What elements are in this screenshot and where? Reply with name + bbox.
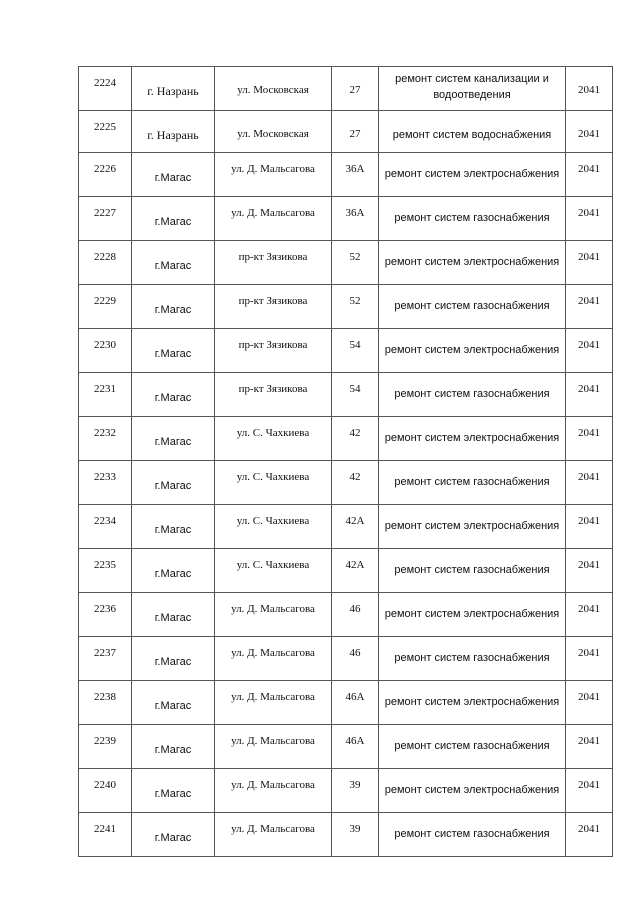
house-number-cell [332, 153, 379, 197]
row-number-text: 2224 [94, 77, 116, 89]
house-number-cell-text: 39 [349, 823, 361, 835]
year-cell-text: 2041 [578, 779, 600, 791]
year-cell-text: 2041 [578, 823, 600, 835]
street-cell-text: ул. Д. Мальсагова [231, 691, 315, 703]
street-cell-text: пр-кт Зязикова [238, 383, 308, 395]
work-type-cell-text: ремонт систем канализации и водоотведения [395, 73, 549, 101]
city-cell [132, 681, 215, 725]
city-cell [132, 725, 215, 769]
work-type-cell-text: ремонт систем водоснабжения [392, 129, 552, 141]
year-cell [566, 637, 613, 681]
row-number-text: 2238 [94, 691, 116, 703]
street-cell [215, 67, 332, 111]
house-number-cell [332, 813, 379, 857]
house-number-cell-text: 42А [345, 559, 365, 571]
house-number-cell [332, 549, 379, 593]
row-number-text: 2228 [94, 251, 116, 263]
row-number [79, 373, 132, 417]
table-row [79, 549, 613, 593]
year-cell-text: 2041 [578, 383, 600, 395]
table-row [79, 417, 613, 461]
house-number-cell [332, 637, 379, 681]
street-cell-text: ул. Д. Мальсагова [231, 735, 315, 747]
house-number-cell-text: 54 [349, 339, 361, 351]
street-cell-text: пр-кт Зязикова [238, 251, 308, 263]
city-cell [132, 111, 215, 153]
year-cell [566, 373, 613, 417]
city-cell [132, 769, 215, 813]
city-cell-text: г.Магас [154, 392, 192, 404]
house-number-cell [332, 241, 379, 285]
work-type-cell [379, 549, 566, 593]
house-number-cell [332, 725, 379, 769]
street-cell [215, 549, 332, 593]
house-number-cell [332, 417, 379, 461]
work-type-cell-text: ремонт систем газоснабжения [394, 740, 550, 752]
city-cell-text: г. Назрань [147, 84, 199, 98]
city-cell-text: г.Магас [154, 260, 192, 272]
street-cell [215, 241, 332, 285]
year-cell-text: 2041 [578, 207, 600, 219]
street-cell [215, 197, 332, 241]
street-cell-text: ул. Д. Мальсагова [231, 207, 315, 219]
street-cell [215, 111, 332, 153]
row-number-text: 2230 [94, 339, 116, 351]
row-number [79, 769, 132, 813]
work-type-cell [379, 197, 566, 241]
street-cell-text: ул. Д. Мальсагова [231, 163, 315, 175]
street-cell [215, 329, 332, 373]
city-cell [132, 593, 215, 637]
house-number-cell [332, 329, 379, 373]
year-cell [566, 813, 613, 857]
street-cell [215, 153, 332, 197]
table-row [79, 461, 613, 505]
work-type-cell [379, 67, 566, 111]
house-number-cell-text: 46А [345, 691, 365, 703]
table-row [79, 329, 613, 373]
year-cell [566, 153, 613, 197]
year-cell-text: 2041 [578, 603, 600, 615]
street-cell [215, 769, 332, 813]
street-cell [215, 373, 332, 417]
street-cell [215, 681, 332, 725]
table-row [79, 197, 613, 241]
row-number-text: 2232 [94, 427, 116, 439]
work-type-cell [379, 111, 566, 153]
year-cell-text: 2041 [578, 339, 600, 351]
house-number-cell-text: 27 [349, 84, 361, 96]
city-cell-text: г.Магас [154, 656, 192, 668]
work-type-cell [379, 373, 566, 417]
table-row [79, 153, 613, 197]
year-cell [566, 285, 613, 329]
house-number-cell-text: 46 [349, 647, 361, 659]
row-number [79, 461, 132, 505]
work-type-cell [379, 681, 566, 725]
house-number-cell-text: 52 [349, 295, 361, 307]
row-number [79, 153, 132, 197]
year-cell [566, 111, 613, 153]
year-cell [566, 461, 613, 505]
year-cell [566, 197, 613, 241]
city-cell-text: г. Назрань [147, 128, 199, 142]
city-cell [132, 637, 215, 681]
work-type-cell-text: ремонт систем газоснабжения [394, 828, 550, 840]
year-cell [566, 417, 613, 461]
house-number-cell [332, 681, 379, 725]
house-number-cell [332, 461, 379, 505]
street-cell-text: ул. С. Чахкиева [236, 427, 310, 439]
house-number-cell [332, 593, 379, 637]
street-cell [215, 461, 332, 505]
street-cell-text: ул. С. Чахкиева [236, 515, 310, 527]
city-cell-text: г.Магас [154, 524, 192, 536]
table-row [79, 681, 613, 725]
street-cell-text: ул. Д. Мальсагова [231, 603, 315, 615]
work-type-cell [379, 505, 566, 549]
work-type-cell-text: ремонт систем газоснабжения [394, 212, 550, 224]
table-row [79, 285, 613, 329]
year-cell [566, 725, 613, 769]
city-cell-text: г.Магас [154, 700, 192, 712]
city-cell [132, 549, 215, 593]
work-type-cell-text: ремонт систем газоснабжения [394, 652, 550, 664]
row-number [79, 593, 132, 637]
street-cell-text: ул. Д. Мальсагова [231, 779, 315, 791]
work-type-cell [379, 637, 566, 681]
table-row [79, 67, 613, 111]
year-cell-text: 2041 [578, 559, 600, 571]
table-body [79, 67, 613, 857]
city-cell-text: г.Магас [154, 304, 192, 316]
house-number-cell-text: 42 [349, 471, 361, 483]
city-cell [132, 153, 215, 197]
house-number-cell-text: 52 [349, 251, 361, 263]
work-type-cell [379, 417, 566, 461]
city-cell [132, 329, 215, 373]
row-number [79, 725, 132, 769]
city-cell-text: г.Магас [154, 612, 192, 624]
work-type-cell-text: ремонт систем электроснабжения [384, 696, 560, 708]
house-number-cell [332, 769, 379, 813]
row-number [79, 681, 132, 725]
city-cell [132, 813, 215, 857]
work-type-cell [379, 461, 566, 505]
year-cell-text: 2041 [578, 647, 600, 659]
work-type-cell [379, 813, 566, 857]
street-cell [215, 417, 332, 461]
work-type-cell-text: ремонт систем газоснабжения [394, 300, 550, 312]
work-type-cell [379, 241, 566, 285]
table-row [79, 637, 613, 681]
row-number-text: 2237 [94, 647, 116, 659]
row-number-text: 2225 [94, 121, 116, 133]
table-row [79, 505, 613, 549]
row-number-text: 2227 [94, 207, 116, 219]
work-type-cell [379, 329, 566, 373]
work-type-cell [379, 769, 566, 813]
work-type-cell [379, 725, 566, 769]
year-cell-text: 2041 [578, 691, 600, 703]
house-number-cell [332, 505, 379, 549]
city-cell-text: г.Магас [154, 348, 192, 360]
work-type-cell [379, 593, 566, 637]
row-number [79, 329, 132, 373]
work-type-cell-text: ремонт систем газоснабжения [394, 476, 550, 488]
work-type-cell-text: ремонт систем электроснабжения [384, 432, 560, 444]
year-cell [566, 549, 613, 593]
row-number-text: 2231 [94, 383, 116, 395]
house-number-cell-text: 46 [349, 603, 361, 615]
street-cell [215, 637, 332, 681]
repair-schedule-table [78, 66, 613, 857]
table-row [79, 593, 613, 637]
city-cell-text: г.Магас [154, 744, 192, 756]
year-cell [566, 681, 613, 725]
city-cell-text: г.Магас [154, 172, 192, 184]
house-number-cell-text: 42 [349, 427, 361, 439]
city-cell [132, 373, 215, 417]
city-cell [132, 417, 215, 461]
table-row [79, 769, 613, 813]
row-number [79, 67, 132, 111]
street-cell [215, 593, 332, 637]
row-number-text: 2239 [94, 735, 116, 747]
row-number-text: 2240 [94, 779, 116, 791]
row-number [79, 813, 132, 857]
table-row [79, 725, 613, 769]
row-number [79, 111, 132, 153]
row-number [79, 417, 132, 461]
house-number-cell-text: 36А [345, 163, 365, 175]
year-cell [566, 593, 613, 637]
street-cell [215, 725, 332, 769]
year-cell-text: 2041 [578, 251, 600, 263]
year-cell [566, 769, 613, 813]
house-number-cell-text: 46А [345, 735, 365, 747]
table-row [79, 813, 613, 857]
row-number-text: 2226 [94, 163, 116, 175]
row-number-text: 2233 [94, 471, 116, 483]
city-cell [132, 197, 215, 241]
work-type-cell-text: ремонт систем электроснабжения [384, 256, 560, 268]
street-cell-text: ул. С. Чахкиева [236, 559, 310, 571]
house-number-cell-text: 39 [349, 779, 361, 791]
city-cell-text: г.Магас [154, 216, 192, 228]
city-cell-text: г.Магас [154, 832, 192, 844]
year-cell-text: 2041 [578, 471, 600, 483]
house-number-cell [332, 285, 379, 329]
year-cell-text: 2041 [578, 128, 600, 140]
year-cell-text: 2041 [578, 515, 600, 527]
row-number [79, 241, 132, 285]
year-cell-text: 2041 [578, 295, 600, 307]
work-type-cell [379, 285, 566, 329]
street-cell-text: ул. С. Чахкиева [236, 471, 310, 483]
year-cell-text: 2041 [578, 427, 600, 439]
year-cell-text: 2041 [578, 84, 600, 96]
city-cell-text: г.Магас [154, 788, 192, 800]
street-cell [215, 813, 332, 857]
city-cell [132, 67, 215, 111]
city-cell-text: г.Магас [154, 568, 192, 580]
street-cell-text: ул. Московская [237, 128, 309, 140]
city-cell [132, 505, 215, 549]
row-number [79, 197, 132, 241]
work-type-cell-text: ремонт систем газоснабжения [394, 388, 550, 400]
table-row [79, 111, 613, 153]
year-cell [566, 329, 613, 373]
city-cell-text: г.Магас [154, 436, 192, 448]
work-type-cell-text: ремонт систем электроснабжения [384, 784, 560, 796]
row-number [79, 505, 132, 549]
city-cell [132, 241, 215, 285]
year-cell [566, 241, 613, 285]
work-type-cell-text: ремонт систем газоснабжения [394, 564, 550, 576]
year-cell [566, 505, 613, 549]
house-number-cell-text: 27 [349, 128, 361, 140]
year-cell [566, 67, 613, 111]
house-number-cell-text: 54 [349, 383, 361, 395]
house-number-cell [332, 111, 379, 153]
city-cell [132, 461, 215, 505]
year-cell-text: 2041 [578, 735, 600, 747]
street-cell [215, 285, 332, 329]
city-cell-text: г.Магас [154, 480, 192, 492]
year-cell-text: 2041 [578, 163, 600, 175]
row-number-text: 2234 [94, 515, 116, 527]
table-row [79, 373, 613, 417]
row-number-text: 2236 [94, 603, 116, 615]
street-cell-text: ул. Московская [237, 84, 309, 96]
table-row [79, 241, 613, 285]
street-cell-text: ул. Д. Мальсагова [231, 823, 315, 835]
street-cell-text: ул. Д. Мальсагова [231, 647, 315, 659]
house-number-cell [332, 197, 379, 241]
row-number-text: 2229 [94, 295, 116, 307]
row-number-text: 2235 [94, 559, 116, 571]
street-cell-text: пр-кт Зязикова [238, 295, 308, 307]
work-type-cell-text: ремонт систем электроснабжения [384, 520, 560, 532]
house-number-cell [332, 67, 379, 111]
house-number-cell [332, 373, 379, 417]
row-number [79, 549, 132, 593]
house-number-cell-text: 36А [345, 207, 365, 219]
work-type-cell-text: ремонт систем электроснабжения [384, 344, 560, 356]
house-number-cell-text: 42А [345, 515, 365, 527]
street-cell [215, 505, 332, 549]
street-cell-text: пр-кт Зязикова [238, 339, 308, 351]
row-number [79, 285, 132, 329]
work-type-cell-text: ремонт систем электроснабжения [384, 608, 560, 620]
row-number [79, 637, 132, 681]
row-number-text: 2241 [94, 823, 116, 835]
work-type-cell-text: ремонт систем электроснабжения [384, 168, 560, 180]
work-type-cell [379, 153, 566, 197]
city-cell [132, 285, 215, 329]
